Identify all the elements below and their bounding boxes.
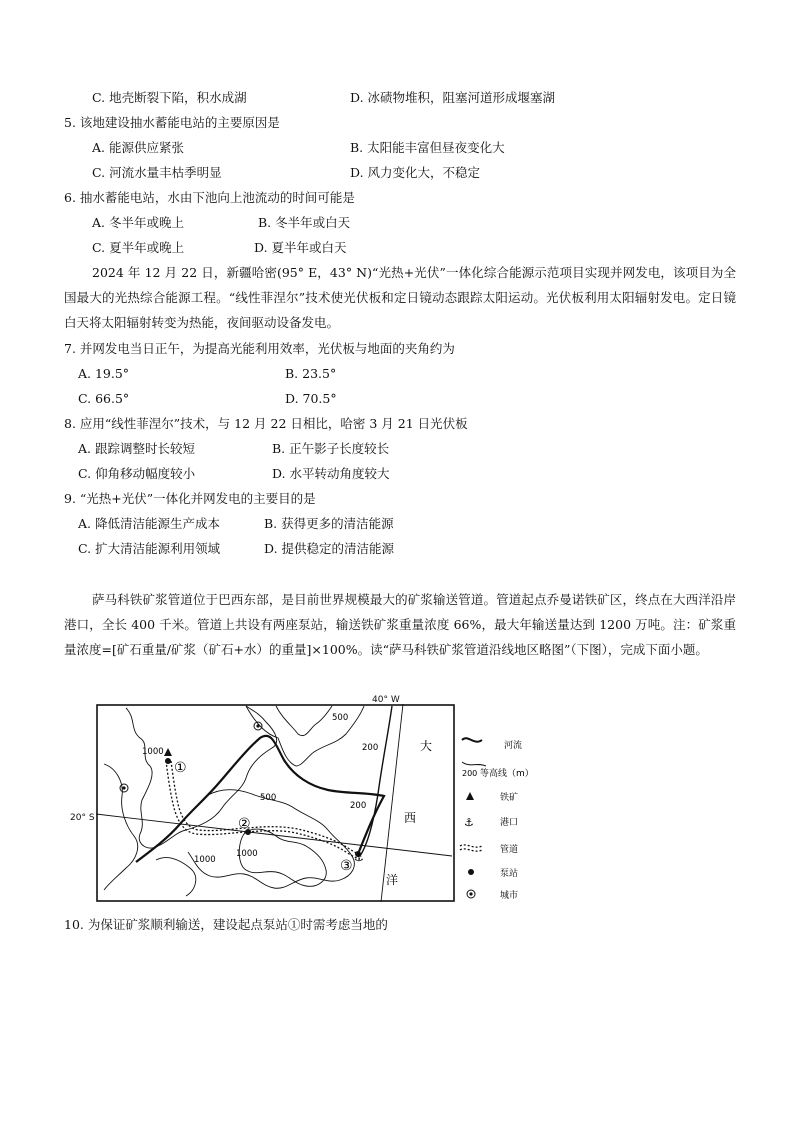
legend-pump-station-label: 泵站 — [500, 869, 519, 879]
contour-label-6: 1000 — [194, 855, 216, 865]
legend-port-label: 港口 — [500, 818, 519, 828]
station-label-3: ③ — [340, 858, 353, 874]
pump-station-1-marker — [165, 758, 171, 764]
map-lat-label: 20° S — [70, 813, 95, 823]
q8-option-a: A. 跟踪调整时长较短 — [78, 441, 195, 456]
legend-contour-label: 等高线（m） — [480, 769, 534, 779]
q7-option-c: C. 66.5° — [78, 391, 130, 406]
legend-contour-value: 200 — [462, 769, 478, 778]
contour-line-500-west — [104, 764, 138, 890]
legend-city-dot — [469, 892, 472, 895]
legend-river-label: 河流 — [504, 741, 523, 751]
q5-option-d: D. 风力变化大，不稳定 — [350, 165, 481, 180]
q8-option-d: D. 水平转动角度较大 — [272, 466, 390, 481]
station-label-1: ① — [174, 760, 187, 776]
q5-stem: 5. 该地建设抽水蓄能电站的主要原因是 — [64, 115, 280, 130]
legend-river-icon — [462, 738, 482, 741]
passage-hami: 2024 年 12 月 22 日，新疆哈密(95° E，43° N)“光热+光伏”一体化综合能源示范项目实现并网发电，该项目为全国最大的光热综合能源工程。“线性菲涅尔”技术使光伏板和定日镜动态跟踪太阳运动。光伏板利用太阳辐射发电。定日镜白天将太阳辐射转变为热能，夜间驱动设备发电。 — [64, 265, 736, 330]
pipeline-line-a — [166, 761, 360, 859]
q7-stem: 7. 并网发电当日正午，为提高光能利用效率，光伏板与地面的夹角约为 — [64, 341, 455, 356]
legend-pipeline-icon-a — [460, 845, 482, 847]
q9-stem: 9. “光热+光伏”一体化并网发电的主要目的是 — [64, 491, 316, 506]
passage-samarco: 萨马科铁矿浆管道位于巴西东部，是目前世界规模最大的矿浆输送管道。管道起点乔曼诺铁矿区，终点在大西洋沿岸港口，全长 400 千米。管道上共设有两座泵站，输送铁矿浆重量浓度 66%，最大年输送量达到 1200 万吨。注：矿浆重量浓度=[矿石重量/矿浆（矿石+水）的重量]×100%。读“萨马科铁矿浆管道沿线地区略图”（下图），完成下面小题。 — [64, 592, 736, 657]
legend-pipeline-label: 管道 — [500, 845, 519, 855]
contour-line-1000-southwest — [156, 858, 196, 896]
contour-line-500-north — [276, 706, 332, 736]
legend-contour-icon — [462, 762, 486, 766]
q9-option-c: C. 扩大清洁能源利用领域 — [78, 541, 221, 556]
q8-option-c: C. 仰角移动幅度较小 — [78, 466, 196, 481]
legend-pump-station-icon — [468, 869, 474, 875]
ocean-label-xi: 西 — [404, 811, 417, 825]
q6-stem: 6. 抽水蓄能电站，水由下池向上池流动的时间可能是 — [64, 190, 355, 205]
q9-option-d: D. 提供稳定的清洁能源 — [264, 541, 395, 556]
q7-option-b: B. 23.5° — [285, 366, 337, 381]
legend-iron-mine-label: 铁矿 — [500, 793, 519, 803]
pipeline-line-b — [171, 761, 362, 855]
contour-label-2: 200 — [362, 743, 379, 753]
q9-option-a: A. 降低清洁能源生产成本 — [78, 516, 220, 531]
ocean-label-da: 大 — [420, 739, 433, 753]
city-west-dot — [122, 786, 125, 789]
pipeline-map — [96, 704, 536, 904]
q10-stem: 10. 为保证矿浆顺利输送，建设起点泵站①时需考虑当地的 — [64, 917, 388, 932]
contour-line-500-south — [188, 790, 354, 889]
q5-option-b: B. 太阳能丰富但昼夜变化大 — [350, 140, 505, 155]
legend-city-label: 城市 — [500, 891, 519, 901]
q4-option-c: C. 地壳断裂下陷，积水成湖 — [92, 90, 247, 105]
contour-label-3: 1000 — [142, 747, 164, 757]
city-north-dot — [256, 724, 259, 727]
q6-option-d: D. 夏半年或白天 — [254, 240, 347, 255]
q9-option-b: B. 获得更多的清洁能源 — [264, 516, 394, 531]
ocean-label-yang: 洋 — [386, 873, 399, 887]
q6-option-a: A. 冬半年或晚上 — [92, 215, 184, 230]
coastline — [360, 706, 392, 856]
legend-iron-mine-icon — [466, 792, 474, 800]
contour-label-7: 1000 — [236, 849, 258, 859]
q6-option-c: C. 夏半年或晚上 — [92, 240, 185, 255]
pipeline-map-figure — [96, 704, 536, 908]
contour-label-1: 500 — [332, 713, 349, 723]
q8-option-b: B. 正午影子长度较长 — [272, 441, 390, 456]
contour-label-4: 500 — [260, 793, 277, 803]
q8-stem: 8. 应用“线性菲涅尔”技术，与 12 月 22 日相比，哈密 3 月 21 日光伏板 — [64, 416, 468, 431]
q7-option-a: A. 19.5° — [78, 366, 130, 381]
q4-option-d: D. 冰碛物堆积，阻塞河道形成堰塞湖 — [350, 90, 556, 105]
legend-port-icon: ⚓ — [464, 816, 474, 829]
q6-option-b: B. 冬半年或白天 — [258, 215, 351, 230]
port-anchor-icon: ⚓ — [354, 851, 364, 864]
map-lon-label: 40° W — [372, 695, 400, 705]
q5-option-c: C. 河流水量丰枯季明显 — [92, 165, 222, 180]
legend-pipeline-icon-b — [460, 849, 482, 851]
q5-option-a: A. 能源供应紧张 — [92, 140, 184, 155]
contour-label-5: 200 — [350, 801, 367, 811]
station-label-2: ② — [238, 816, 251, 832]
iron-mine-marker — [164, 748, 172, 756]
q7-option-d: D. 70.5° — [285, 391, 337, 406]
